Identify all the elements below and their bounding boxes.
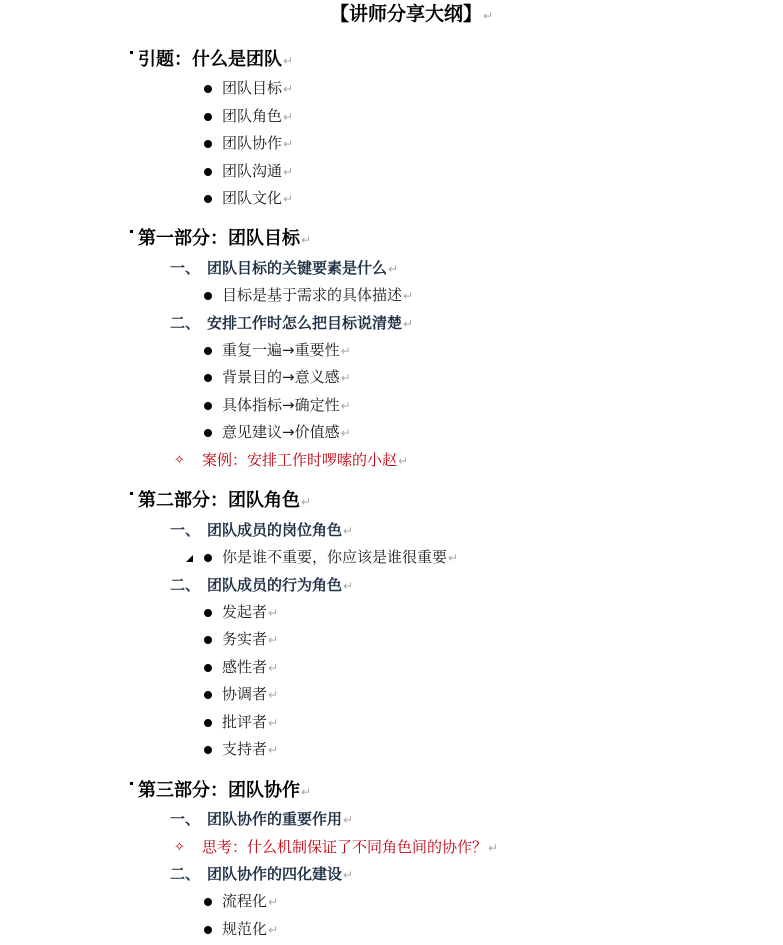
- think-note: 思考：什么机制保证了不同角色间的协作？↵: [202, 838, 499, 856]
- list-item: 感性者↵: [222, 658, 279, 676]
- note-diamond-icon: ✧: [174, 840, 185, 855]
- bullet: [204, 113, 212, 121]
- heading-marker: [130, 492, 133, 495]
- bullet: [204, 636, 212, 644]
- sub-number: 一、: [170, 259, 201, 277]
- list-item: 务实者↵: [222, 630, 279, 648]
- bullet: [204, 746, 212, 754]
- list-item: 协调者↵: [222, 685, 279, 703]
- bullet: [204, 140, 212, 148]
- heading-marker: [130, 782, 133, 785]
- list-item: 团队协作↵: [222, 134, 294, 152]
- section-heading-part3: 第三部分：团队协作↵: [138, 780, 312, 801]
- sub-number: 一、: [170, 810, 201, 828]
- bullet: [204, 609, 212, 617]
- bullet: [204, 926, 212, 934]
- bullet: [204, 664, 212, 672]
- list-item: 规范化↵: [222, 920, 279, 938]
- subheading: 团队协作的四化建设↵: [207, 865, 354, 883]
- bullet: [204, 402, 212, 410]
- list-item: 发起者↵: [222, 603, 279, 621]
- bullet: [204, 691, 212, 699]
- list-item: 流程化↵: [222, 892, 279, 910]
- subheading: 团队目标的关键要素是什么↵: [207, 259, 399, 277]
- bullet: [204, 347, 212, 355]
- list-item: 团队目标↵: [222, 79, 294, 97]
- subheading: 团队成员的岗位角色↵: [207, 521, 354, 539]
- section-heading-intro: 引题：什么是团队↵: [138, 49, 294, 70]
- sub-number: 二、: [170, 576, 201, 594]
- bullet: [204, 85, 212, 93]
- bullet: [204, 429, 212, 437]
- list-item: 团队角色↵: [222, 107, 294, 125]
- sub-number: 二、: [170, 865, 201, 883]
- list-item: 重复一遍→重要性↵: [222, 341, 351, 359]
- bullet: [204, 374, 212, 382]
- list-item: 背景目的→意义感↵: [222, 368, 351, 386]
- section-heading-part2: 第二部分：团队角色↵: [138, 490, 312, 511]
- bullet: [204, 195, 212, 203]
- collapse-triangle-icon[interactable]: [186, 555, 193, 562]
- bullet: [204, 292, 212, 300]
- heading-marker: [130, 230, 133, 233]
- subheading: 团队成员的行为角色↵: [207, 576, 354, 594]
- list-item: 团队文化↵: [222, 189, 294, 207]
- bullet: [204, 168, 212, 176]
- list-item: 支持者↵: [222, 740, 279, 758]
- list-item: 团队沟通↵: [222, 162, 294, 180]
- section-heading-part1: 第一部分：团队目标↵: [138, 228, 312, 249]
- sub-number: 二、: [170, 314, 201, 332]
- sub-number: 一、: [170, 521, 201, 539]
- list-item: 批评者↵: [222, 713, 279, 731]
- list-item: 具体指标→确定性↵: [222, 396, 351, 414]
- note-diamond-icon: ✧: [174, 453, 185, 468]
- subheading: 团队协作的重要作用↵: [207, 810, 354, 828]
- case-note: 案例：安排工作时啰嗦的小赵↵: [202, 451, 409, 469]
- list-item: 意见建议→价值感↵: [222, 423, 351, 441]
- list-item: 你是谁不重要，你应该是谁很重要↵: [222, 548, 459, 566]
- subheading: 安排工作时怎么把目标说清楚↵: [207, 314, 414, 332]
- bullet: [204, 719, 212, 727]
- bullet: [204, 554, 212, 562]
- list-item: 目标是基于需求的具体描述↵: [222, 286, 414, 304]
- document-title: 【讲师分享大纲】↵: [330, 3, 494, 25]
- heading-marker: [130, 51, 133, 54]
- bullet: [204, 898, 212, 906]
